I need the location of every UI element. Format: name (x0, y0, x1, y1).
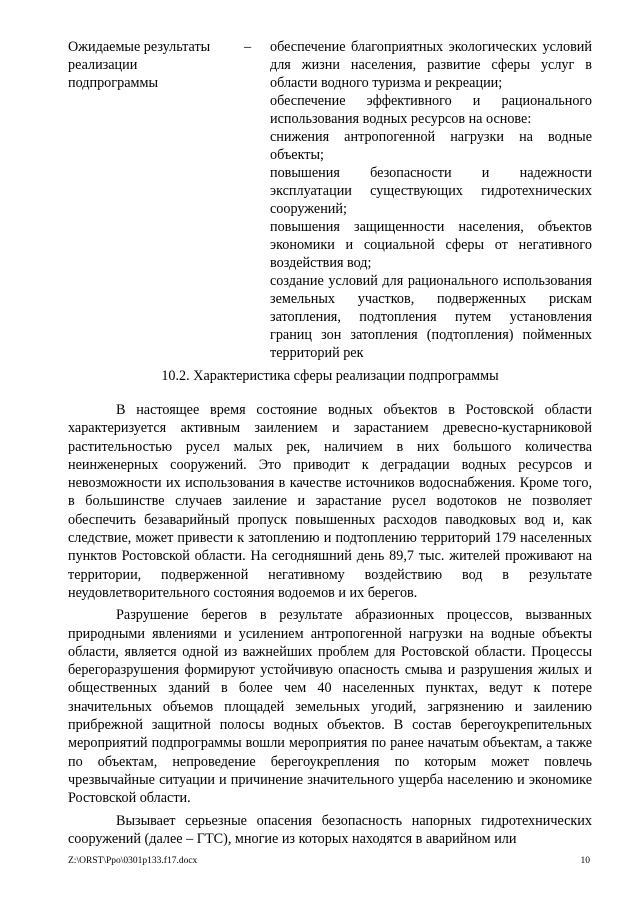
label-line: Ожидаемые результаты (68, 39, 211, 55)
expected-results-label (68, 38, 268, 92)
result-item: обеспечение эффективного и рационального использования водных ресурсов на основе: (270, 93, 592, 127)
expected-results-list (270, 38, 592, 362)
section-title: 10.2. Характеристика сферы реализации подпрограммы (161, 368, 499, 384)
label-line: реализации (68, 57, 138, 73)
result-item: повышения безопасности и надежности эксплуатации существующих гидротехнических сооружений; (270, 165, 592, 217)
result-item: создание условий для рационального использования земельных участков, подверженных рискам затопления, подтопления путем установления границ зон затопления (подтопления) пойменных территорий рек (270, 273, 592, 361)
footer-file-path: Z:\ORST\Ppo\0301p133.f17.docx (68, 856, 198, 866)
paragraph: Разрушение берегов в результате абразионных процессов, вызванных природными явлениями и усилением антропогенной нагрузки на водные объекты области, является одной из важнейших проблем для Ростовской области. Процессы берегоразрушения формируют устойчивую опасность смыва и разрушения жилых и общественных зданий в более чем 40 населенных пунктах, ведут к потере значительных объемов площадей земельных угодий, загрязнению и заилению прибрежной защитной полосы водных объектов. В состав берегоукрепительных мероприятий подпрограммы вошли мероприятия по ранее начатым объектам, а также по объектам, непроведение берегоукрепления по которым может повлечь чрезвычайные ситуации и причинение значительного ущерба населению и экономике Ростовской области. (68, 607, 592, 807)
paragraph: В настоящее время состояние водных объектов в Ростовской области характеризуется активным заилением и зарастанием древесно-кустарниковой растительностью русел малых рек, наличием в них большого количества неинженерных сооружений. Это приводит к деградации водных ресурсов и невозможности их использования в качестве источников водоснабжения. Кроме того, в большинстве случаев заиление и зарастание русел водотоков не позволяет обеспечить безаварийный пропуск повышенных расходов паводковых вод и, как следствие, может привести к затоплению и подтоплению территорий 179 населенных пунктов Ростовской области. На сегодняшний день 89,7 тыс. жителей проживают на территории, подверженной негативному воздействию вод в результате неудовлетворительного состояния водоемов и их берегов. (68, 402, 592, 601)
result-item: обеспечение благоприятных экологических условий для жизни населения, развитие сферы услуг в области водного туризма и рекреации; (270, 39, 592, 91)
result-item: повышения защищенности населения, объектов экономики и социальной сферы от негативного воздействия вод; (270, 219, 592, 271)
label-dash: – (244, 39, 252, 55)
paragraph: Вызывает серьезные опасения безопасность напорных гидротехнических сооружений (далее – ГТС), многие из которых находятся в аварийном или (68, 812, 592, 847)
label-line: подпрограммы (68, 75, 158, 91)
result-item: снижения антропогенной нагрузки на водные объекты; (270, 129, 592, 163)
body-text (68, 401, 592, 852)
page-number: 10 (580, 856, 590, 866)
